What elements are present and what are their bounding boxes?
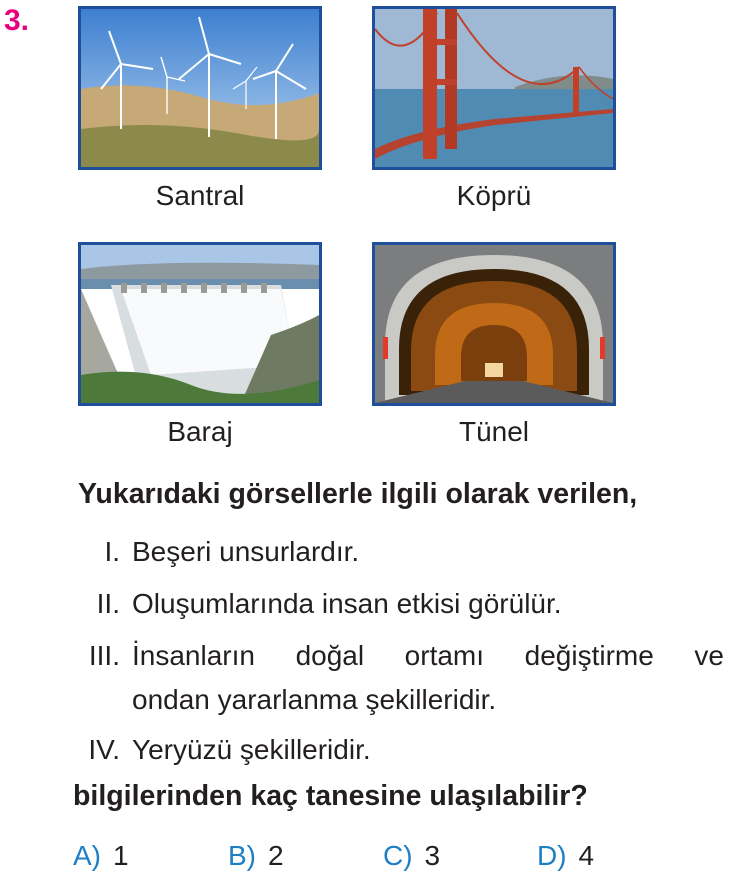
statement-numeral: II.: [96, 588, 120, 619]
suspension-bridge-photo: [372, 6, 616, 170]
option-a[interactable]: [73, 840, 129, 872]
option-c[interactable]: [383, 840, 440, 872]
option-letter: D): [537, 840, 567, 871]
question-number: 3.: [4, 4, 30, 37]
question-ending: bilgilerinden kaç tanesine ulaşılabilir?: [73, 780, 588, 812]
image-caption: Köprü: [456, 180, 532, 211]
statement-word: doğal: [295, 640, 365, 671]
statement-numeral: I.: [104, 536, 120, 567]
statement-text: Oluşumlarında insan etkisi görülür.: [132, 588, 562, 619]
statement-numeral: IV.: [88, 734, 120, 765]
option-d[interactable]: [537, 840, 594, 872]
image-caption: Tünel: [458, 416, 530, 447]
statement-word: İnsanların: [132, 640, 255, 671]
statement-text-line: [132, 640, 724, 672]
image-caption: Baraj: [167, 416, 233, 447]
statement-text: Yeryüzü şekilleridir.: [132, 734, 371, 765]
wind-turbines-photo: [78, 6, 322, 170]
statement-numeral: III.: [88, 640, 120, 671]
tunnel-photo: [372, 242, 616, 406]
image-caption: Santral: [155, 180, 245, 211]
option-b[interactable]: [228, 840, 284, 872]
option-letter: C): [383, 840, 413, 871]
dam-photo: [78, 242, 322, 406]
statement-text: ondan yararlanma şekilleridir.: [132, 684, 497, 715]
option-letter: A): [73, 840, 101, 871]
statement-word: değiştirme: [524, 640, 654, 671]
statement-word: ve: [694, 640, 724, 671]
question-stem: Yukarıdaki görsellerle ilgili olarak verilen,: [78, 478, 638, 510]
option-value: 4: [578, 840, 595, 871]
option-value: 1: [113, 840, 129, 871]
option-letter: B): [228, 840, 256, 871]
statement-text: Beşeri unsurlardır.: [132, 536, 360, 567]
statement-word: ortamı: [404, 640, 485, 671]
option-value: 2: [268, 840, 284, 871]
option-value: 3: [424, 840, 441, 871]
